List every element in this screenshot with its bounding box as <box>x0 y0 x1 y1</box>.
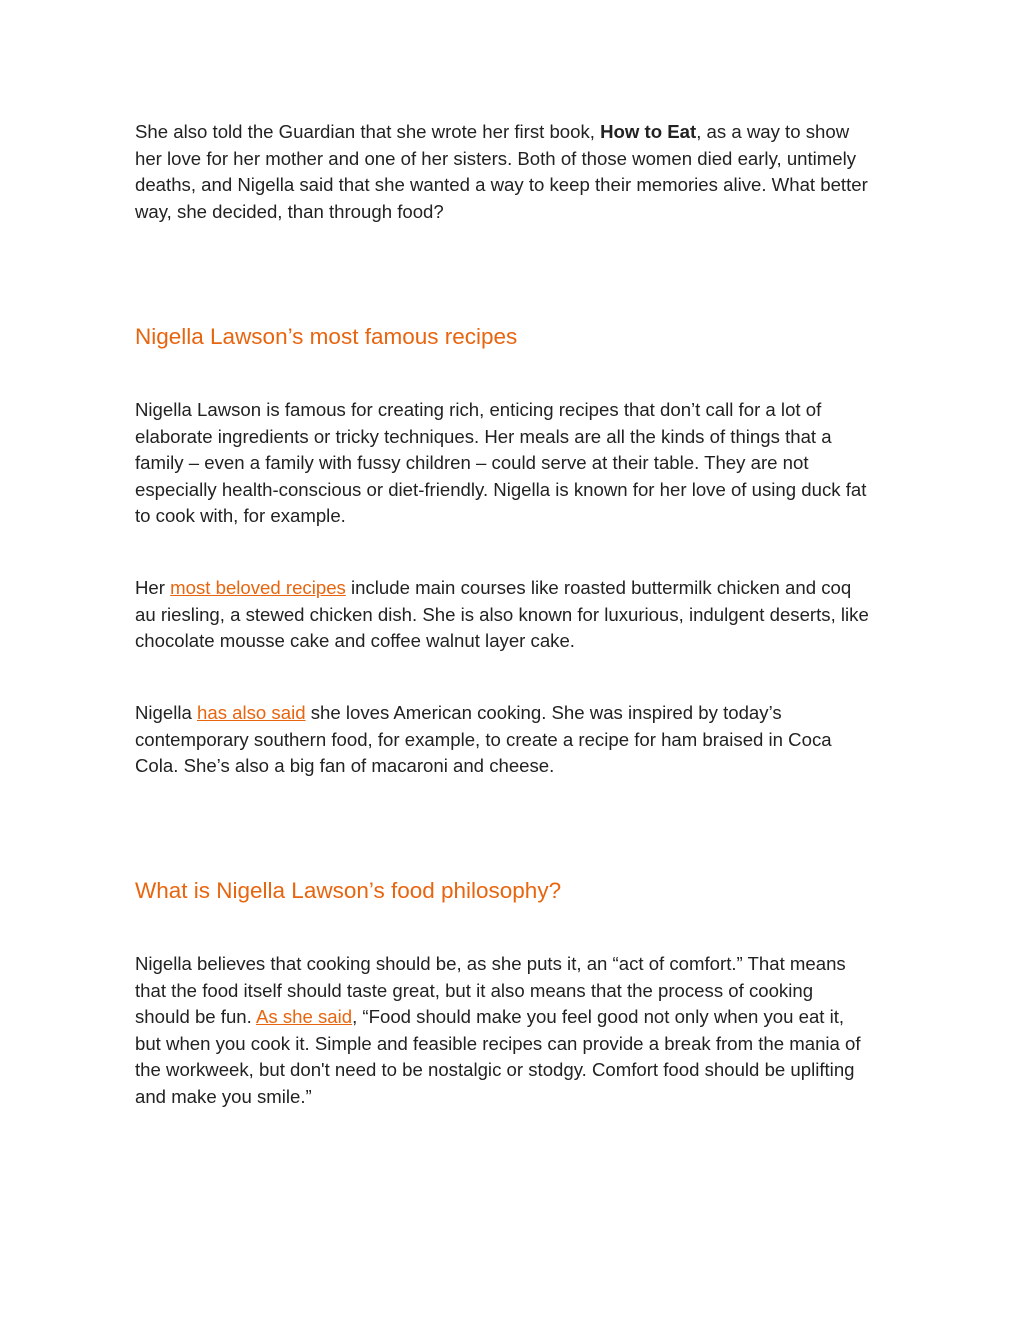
paragraph-text: She also told the Guardian that she wrote her first book, <box>135 121 601 142</box>
paragraph-famous-for: Nigella Lawson is famous for creating rich, enticing recipes that don’t call for a lot of elaborate ingredients or tricky techniques. Her meals are all the kinds of things that a family – even a family with fussy children – could serve at their table. They are not especially health-conscious or diet-friendly. Nigella is known for her love of using duck fat to cook with, for example. <box>135 399 867 526</box>
has-also-said-link[interactable]: has also said <box>197 702 306 723</box>
heading-famous-recipes: Nigella Lawson’s most famous recipes <box>135 324 518 349</box>
paragraph-american-cooking <box>135 700 870 780</box>
paragraph-act-of-comfort <box>135 951 870 1110</box>
book-title-how-to-eat: How to Eat <box>600 121 697 142</box>
heading-food-philosophy: What is Nigella Lawson’s food philosophy? <box>135 878 562 903</box>
most-beloved-recipes-link[interactable]: most beloved recipes <box>170 577 346 598</box>
paragraph-text: include main courses like roasted buttermilk chicken and coq au riesling, a stewed chicken dish. She is also known for luxurious, indulgent deserts, like chocolate mousse cake and coffee walnut layer cake. <box>135 577 869 651</box>
paragraph-text: Nigella believes that cooking should be, as she puts it, an “act of comfort.” That means that the food itself should taste great, but it also means that the process of cooking should be fun. <box>135 953 846 1027</box>
paragraph-beloved-recipes <box>135 575 870 655</box>
as-she-said-link[interactable]: As she said <box>255 1006 353 1027</box>
paragraph-text: Nigella <box>135 702 198 723</box>
paragraph-text: , as a way to show her love for her mother and one of her sisters. Both of those women died early, untimely deaths, and Nigella said that she wanted a way to keep their memories alive. What better way, she decided, than through food? <box>135 121 868 222</box>
paragraph-first-book <box>135 119 870 225</box>
paragraph-text: , “Food should make you feel good not only when you eat it, but when you cook it. Simple and feasible recipes can provide a break from the mania of the workweek, but don't need to be nostalgic or stodgy. Comfort food should be uplifting and make you smile.” <box>135 1006 861 1107</box>
paragraph-text: Her <box>135 577 171 598</box>
paragraph-text: she loves American cooking. She was inspired by today’s contemporary southern food, for example, to create a recipe for ham braised in Coca Cola. She’s also a big fan of macaroni and cheese. <box>135 702 832 776</box>
